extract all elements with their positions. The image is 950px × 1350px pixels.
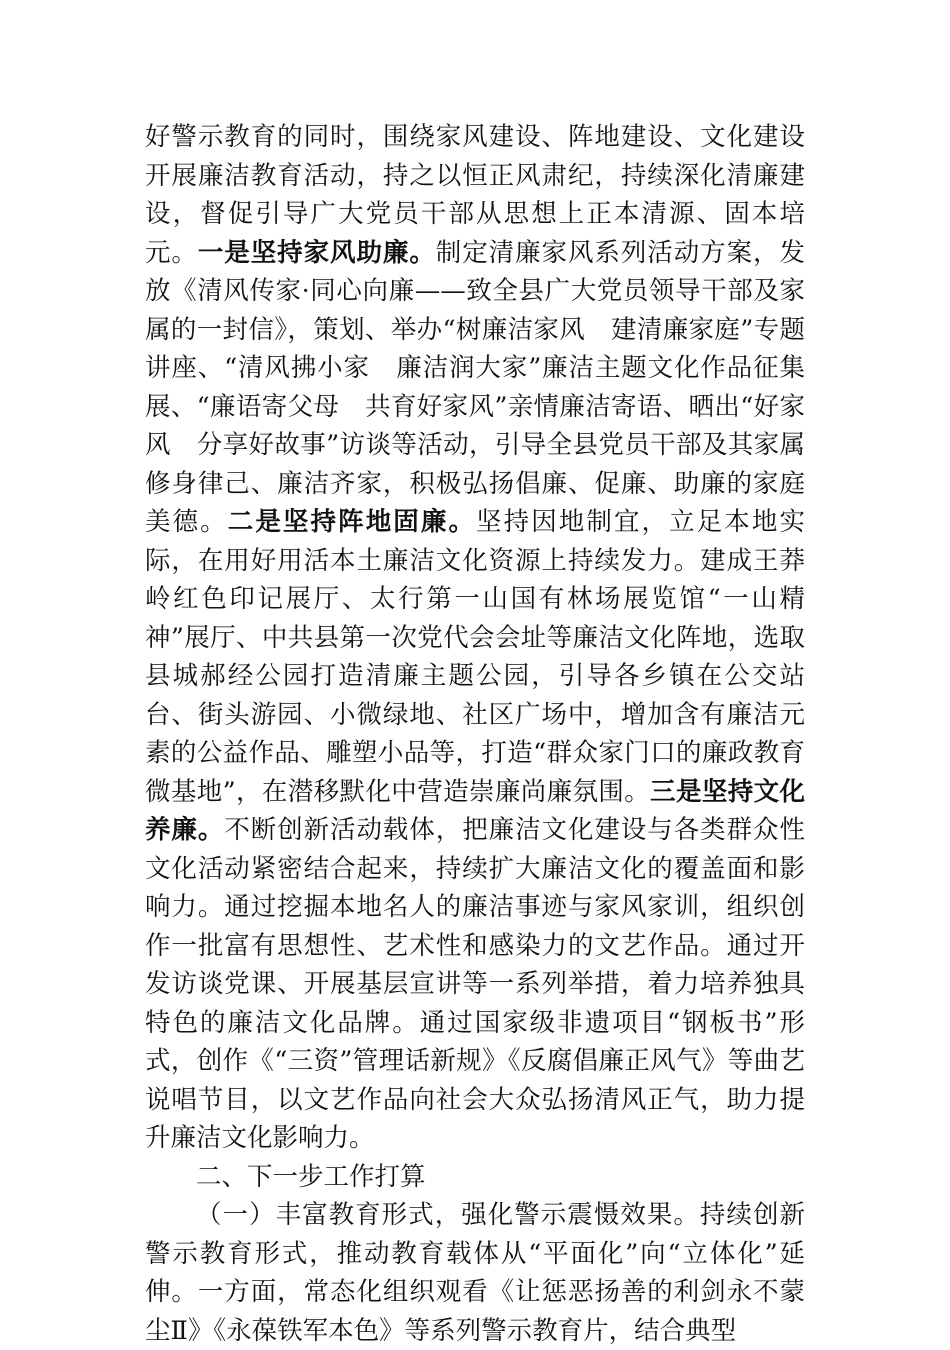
section-heading: 二、下一步工作打算 — [196, 1161, 426, 1192]
paragraph-next-steps — [145, 1196, 805, 1350]
item-two-title: 二是坚持阵地固廉。 — [227, 507, 477, 537]
next-step-subtitle: （一）丰富教育形式，强化警示震慑效果。 — [196, 1200, 700, 1230]
item-two-body: 坚持因地制宜，立足本地实际，在用好用活本土廉洁文化资源上持续发力。建成王莽岭红色印记展厅、太行第一山国有林场展览馆“一山精神”展厅、中共县第一次党代会会址等廉洁文化阵地，选取县城郝经公园打造清廉主题公园，引导各乡镇在公交站台、街头游园、小微绿地、社区广场中，增加含有廉洁元素的公益作品、雕塑小品等，打造“群众家门口的廉政教育微基地”，在潜移默化中营造崇廉尚廉氛围。 — [145, 507, 805, 807]
item-one-body: 制定清廉家风系列活动方案，发放《清风传家·同心向廉——致全县广大党员领导干部及家属的一封信》，策划、举办“树廉洁家风 建清廉家庭”专题讲座、“清风拂小家 廉洁润大家”廉洁主题文化作品征集展、“廉语寄父母 共育好家风”亲情廉洁寄语、晒出“好家风 分享好故事”访谈等活动，引导全县党员干部及其家属修身律己、廉洁齐家，积极弘扬倡廉、促廉、助廉的家庭美德。 — [145, 237, 805, 537]
document-body — [145, 118, 805, 1350]
item-three-title: 三是坚持文化养廉。 — [145, 776, 805, 845]
paragraph-intro-text: 好警示教育的同时，围绕家风建设、阵地建设、文化建设开展廉洁教育活动，持之以恒正风肃纪，持续深化清廉建设，督促引导广大党员干部从思想上正本清源、固本培元。 — [145, 122, 805, 268]
item-one-title: 一是坚持家风助廉。 — [197, 237, 436, 268]
item-three-body: 不断创新活动载体，把廉洁文化建设与各类群众性文化活动紧密结合起来，持续扩大廉洁文化的覆盖面和影响力。通过挖掘本地名人的廉洁事迹与家风家训，组织创作一批富有思想性、艺术性和感染力的文艺作品。通过开发访谈党课、开展基层宣讲等一系列举措，着力培养独具特色的廉洁文化品牌。通过国家级非遗项目“钢板书”形式，创作《“三资”管理话新规》《反腐倡廉正风气》等曲艺说唱节目，以文艺作品向社会大众弘扬清风正气，助力提升廉洁文化影响力。 — [145, 815, 805, 1153]
next-step-body: 持续创新警示教育形式，推动教育载体从“平面化”向“立体化”延伸。一方面，常态化组织观看《让惩恶扬善的利剑永不蒙尘Ⅱ》《永葆铁军本色》等系列警示教育片，结合典型 — [145, 1200, 805, 1346]
paragraph-family-position-culture — [145, 118, 805, 1158]
